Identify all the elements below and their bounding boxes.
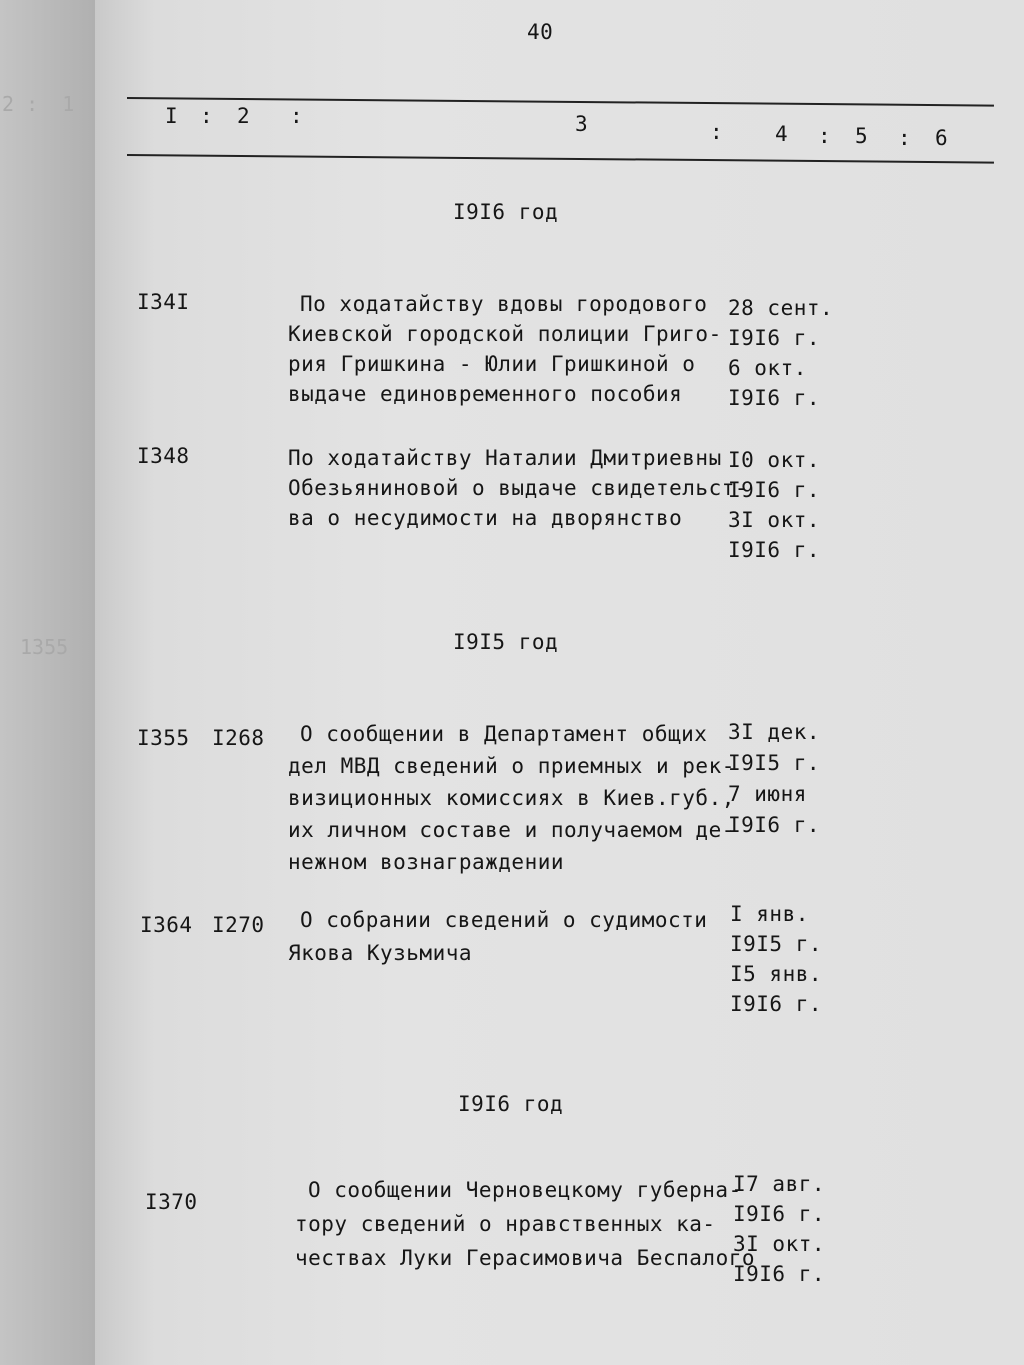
entry-text-line: Якова Кузьмича — [288, 941, 473, 965]
entry-date: I9I6 г. — [733, 1202, 826, 1226]
entry-number: I370 — [145, 1190, 198, 1214]
column-header-separator: : — [898, 126, 911, 150]
entry-date: 6 окт. — [728, 356, 807, 380]
entry-text-line: дел МВД сведений о приемных и рек- — [288, 754, 735, 778]
section-year: I9I6 год — [458, 1092, 564, 1116]
entry-text-line: нежном вознаграждении — [288, 850, 565, 874]
entry-text-line: визиционных комиссиях в Киев.губ., — [288, 786, 735, 810]
entry-number: I355 — [137, 726, 190, 750]
entry-text-line: По ходатайству вдовы городового — [300, 292, 708, 316]
column-header-1: I — [165, 104, 178, 128]
entry-date: 7 июня — [728, 782, 807, 806]
entry-date: I5 янв. — [730, 962, 823, 986]
entry-text-line: О сообщении в Департамент общих — [300, 722, 708, 746]
entry-date: I9I6 г. — [733, 1262, 826, 1286]
previous-page-edge — [0, 0, 95, 1365]
entry-date: I0 окт. — [728, 448, 821, 472]
section-year: I9I5 год — [453, 630, 559, 654]
entry-number: I364 — [140, 913, 193, 937]
entry-date: I9I5 г. — [728, 751, 821, 775]
entry-text-line: Обезьяниновой о выдаче свидетельст- — [288, 476, 749, 500]
entry-text-line: О сообщении Черновецкому губерна- — [308, 1178, 742, 1202]
entry-old-number: I270 — [212, 913, 265, 937]
column-header-separator: : — [710, 120, 723, 144]
column-header-5: 5 — [855, 124, 868, 148]
entry-text-line: ва о несудимости на дворянство — [288, 506, 683, 530]
entry-date: I9I5 г. — [730, 932, 823, 956]
entry-date: I9I6 г. — [728, 538, 821, 562]
entry-date: 3I окт. — [728, 508, 821, 532]
entry-text-line: Киевской городской полиции Григо- — [288, 322, 722, 346]
entry-date: I янв. — [730, 902, 809, 926]
column-header-6: 6 — [935, 126, 948, 150]
entry-date: 3I окт. — [733, 1232, 826, 1256]
column-header-separator: : — [200, 104, 213, 128]
entry-date: I9I6 г. — [728, 326, 821, 350]
page-number: 40 — [527, 20, 554, 44]
column-header-separator: : — [290, 104, 303, 128]
entry-text-line: По ходатайству Наталии Дмитриевны — [288, 446, 722, 470]
column-header-2: 2 — [237, 104, 250, 128]
entry-date: I9I6 г. — [730, 992, 823, 1016]
bleed-through-text: 2 : 1 — [2, 92, 75, 116]
document-page — [95, 0, 1024, 1365]
entry-date: I9I6 г. — [728, 386, 821, 410]
entry-text-line: выдаче единовременного пособия — [288, 382, 683, 406]
entry-text-line: чествах Луки Герасимовича Беспалого — [295, 1246, 756, 1270]
entry-date: 3I дек. — [728, 720, 821, 744]
column-header-4: 4 — [775, 122, 788, 146]
column-header-separator: : — [818, 124, 831, 148]
entry-text-line: тору сведений о нравственных ка- — [295, 1212, 716, 1236]
bleed-through-text: 1355 — [20, 635, 69, 659]
column-header-3: 3 — [575, 112, 588, 136]
entry-date: I7 авг. — [733, 1172, 826, 1196]
entry-text-line: О собрании сведений о судимости — [300, 908, 708, 932]
entry-text-line: рия Гришкина - Юлии Гришкиной о — [288, 352, 696, 376]
entry-date: I9I6 г. — [728, 813, 821, 837]
entry-old-number: I268 — [212, 726, 265, 750]
entry-number: I348 — [137, 444, 190, 468]
section-year: I9I6 год — [453, 200, 559, 224]
entry-text-line: их личном составе и получаемом де- — [288, 818, 735, 842]
entry-date: 28 сент. — [728, 296, 834, 320]
entry-number: I34I — [137, 290, 190, 314]
entry-date: I9I6 г. — [728, 478, 821, 502]
